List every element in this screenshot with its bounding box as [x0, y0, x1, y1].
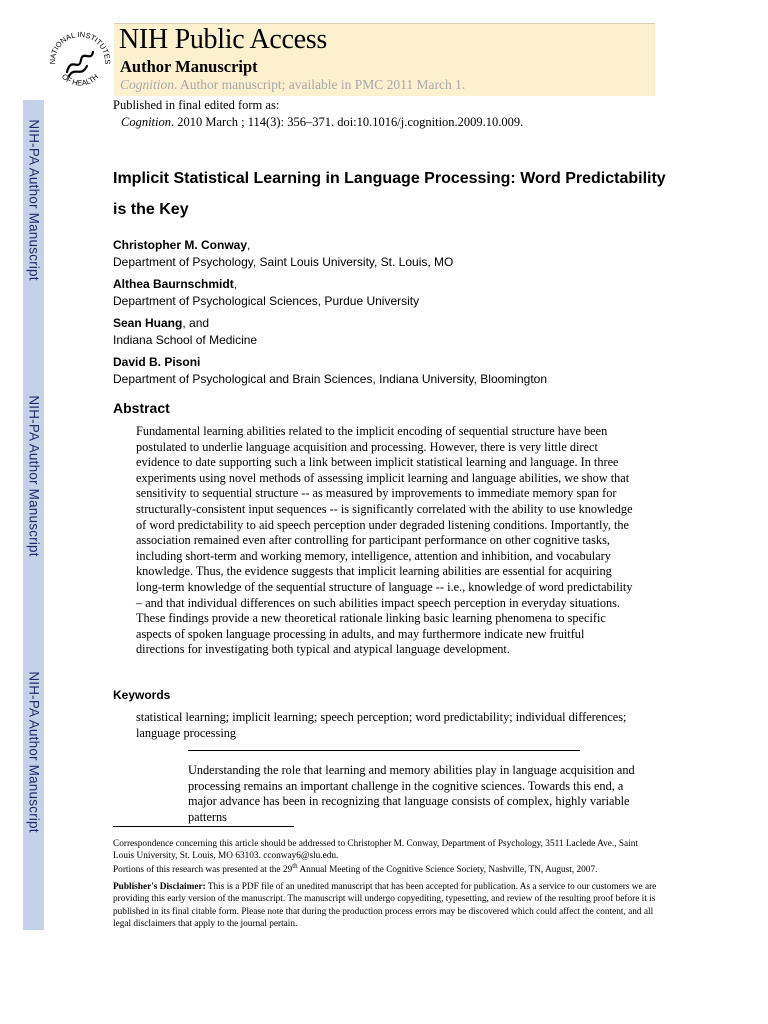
- author-3: Sean Huang, and Indiana School of Medicine: [113, 316, 258, 347]
- svg-text:NATIONAL INSTITUTES: [48, 30, 112, 64]
- published-line: Published in final edited form as:: [113, 98, 280, 112]
- logo-text-top: NATIONAL INSTITUTES: [47, 29, 113, 65]
- nih-seal-logo: [45, 22, 115, 100]
- keywords-heading: Keywords: [113, 688, 171, 702]
- svg-text:OF HEALTH: [60, 72, 100, 87]
- footnote-divider: [113, 826, 294, 827]
- author-4: David B. Pisoni Department of Psychological and Brain Sciences, Indiana University, Bloomington: [113, 355, 548, 386]
- sidebar-label-1: NIH-PA Author Manuscript: [26, 119, 41, 281]
- banner-title: NIH Public Access: [119, 24, 327, 55]
- abstract-text: Fundamental learning abilities related to the implicit encoding of sequential structure have been postulated to underlie language acquisition and processing. However, there is very little direct evidence to date supporting such a link between implicit statistical learning and language. In three experiments using novel methods of assessing implicit learning and language abilities, we show that sensitivity to sequential structure -- as measured by improvements to immediate memory span for structurally-consistent input sequences -- is significantly correlated with the ability to use knowledge of word predictability to aid speech perception under degraded listening conditions. Importantly, the association remained even after controlling for participant performance on other cognitive tasks, including short-term and working memory, intelligence, attention and inhibition, and vocabulary knowledge. Thus, the evidence suggests that implicit learning abilities are essential for acquiring long-term knowledge of the sequential structure of language -- i.e., knowledge of word predictability – and that individual differences on such abilities impact speech perception in everyday situations. These findings provide a new theoretical rationale linking basic learning phenomena to specific aspects of spoken language processing in adults, and may furthermore indicate new fruitful directions for investigating both typical and atypical language development.: [136, 424, 633, 657]
- footnote-presented: Portions of this research was presented at the 29th Annual Meeting of the Cognitive Science Society, Nashville, TN, August, 2007.: [113, 861, 598, 875]
- manuscript-sidebar: [23, 100, 44, 930]
- sidebar-label-2: NIH-PA Author Manuscript: [26, 395, 41, 557]
- section-divider: [188, 750, 580, 751]
- author-2: Althea Baurnschmidt, Department of Psychological Sciences, Purdue University: [113, 277, 420, 308]
- sidebar-label-3: NIH-PA Author Manuscript: [26, 671, 41, 833]
- author-1: Christopher M. Conway, Department of Psychology, Saint Louis University, St. Louis, MO: [113, 238, 454, 269]
- intro-paragraph: Understanding the role that learning and memory abilities play in language acquisition and processing remains an important challenge in the cognitive sciences. Towards this end, a major advance has been in recognizing that language consists of complex, highly variable patterns: [188, 763, 635, 824]
- banner-subtitle: Author Manuscript: [120, 57, 258, 76]
- footnote-disclaimer: Publisher's Disclaimer: This is a PDF file of an unedited manuscript that has been accepted for publication. As a service to our customers we are providing this early version of the manuscript. The manuscript will undergo copyediting, typesetting, and review of the resulting proof before it is published in its final citable form. Please note that during the production process errors may be discovered which could affect the content, and all legal disclaimers that apply to the journal pertain.: [113, 882, 657, 929]
- abstract-heading: Abstract: [113, 400, 170, 416]
- author-4-affiliation: Department of Psychological and Brain Sciences, Indiana University, Bloomington: [113, 372, 548, 386]
- citation: Cognition. 2010 March ; 114(3): 356–371. doi:10.1016/j.cognition.2009.10.009.: [121, 115, 524, 129]
- footnote-correspondence: Correspondence concerning this article should be addressed to Christopher M. Conway, Department of Psychology, 3511 Laclede Ave., Saint Louis University, St. Louis, MO 63103. cconway6@slu.edu.: [113, 839, 638, 862]
- keywords-text: statistical learning; implicit learning; speech perception; word predictability; individual differences; language processing: [136, 710, 627, 740]
- author-3-affiliation: Indiana School of Medicine: [113, 333, 258, 347]
- logo-text-bottom: OF HEALTH: [60, 72, 100, 88]
- author-1-affiliation: Department of Psychology, Saint Louis University, St. Louis, MO: [113, 255, 454, 269]
- nih-public-access-banner: [114, 23, 655, 96]
- article-title: Implicit Statistical Learning in Language Processing: Word Predictability is the Key: [113, 170, 666, 218]
- author-2-affiliation: Department of Psychological Sciences, Purdue University: [113, 294, 420, 308]
- banner-availability: Cognition. Author manuscript; available in PMC 2011 March 1.: [120, 77, 466, 92]
